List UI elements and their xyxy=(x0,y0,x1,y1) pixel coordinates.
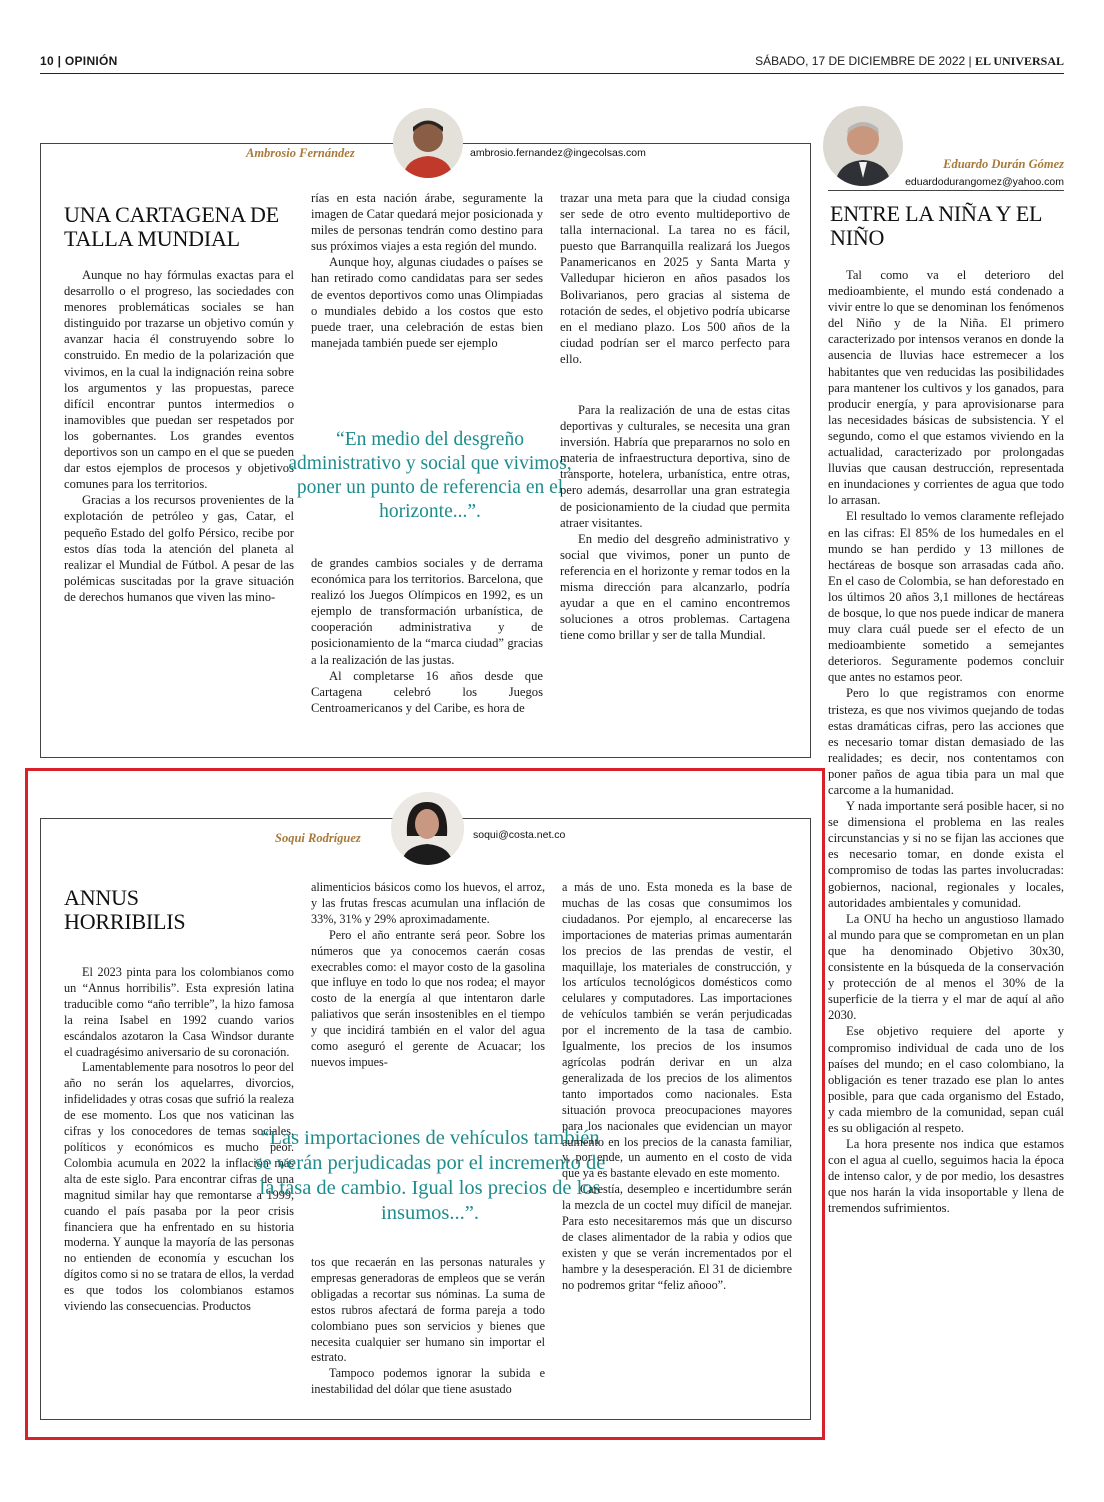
paragraph: Para la realización de una de estas citas deportivas y culturales, se necesita una gran inversión. Habría que prepararnos no solo en materia de infraestructura deportiva, sino de transporte, hotelera, urbanística, entre otras, pero además, desarrollar una gran estrategia de posicionamiento de la ciudad que permita atraer visitantes. xyxy=(560,403,790,530)
paragraph: alimenticios básicos como los huevos, el arroz, y las frutas frescas acumulan una inflación de 33%, 31% y 29% aproximadamente. xyxy=(311,880,545,926)
paragraph: Carestía, desempleo e incertidumbre serán la mezcla de un coctel muy difícil de manejar. Para esto necesitaremos más que un discurso de clases alimentador de la rabia y odios que existen y que se verán incrementados por el hambre y la desesperación. El 31 de diciembre no podremos gritar “feliz añooo”. xyxy=(562,1182,792,1292)
page-header xyxy=(40,52,1064,74)
article-column-3 xyxy=(560,190,790,402)
article-column-3-continued xyxy=(560,402,790,745)
paragraph: Pero el año entrante será peor. Sobre los números que ya conocemos caerán cosas execrables como: el mayor costo de la gasolina que influye en todo lo que nos rodea; el mayor costo de la energía al que intentaron darle paliativos que serán insostenibles en el tiempo y que incidirá también en el valor del agua como aseguró el gerente de Acuacar; los nuevos impues- xyxy=(311,927,545,1069)
newspaper-name: EL UNIVERSAL xyxy=(974,54,1064,68)
author-avatar-eduardo xyxy=(823,106,903,186)
paragraph: Tampoco podemos ignorar la subida e inestabilidad del dólar que tiene asustado xyxy=(311,1366,545,1397)
paragraph: Tal como va el deterioro del medioambiente, el mundo está condenado a vivir entre lo que se denominan los fenómenos del Niño y de la Niña. El primero caracterizado por intensos veranos en donde la ausencia de lluvias hace estremecer a los habitantes que ven reducidas las posibilidades para mantener los cultivos y los ganados, para producir energía, y para aprovisionarse para las necesidades básicas de subsistencia. Y el segundo, como el que estamos viviendo en la actualidad, caracterizado por prolongadas lluvias que causan destrucción, representada en inundaciones y corrientes de agua que todo lo arrasan. xyxy=(828,268,1064,508)
article-column-2-continued xyxy=(311,1255,545,1407)
paragraph: Y nada importante será posible hacer, si no se dimensiona el problema en las reales circunstancias y si no se fijan las acciones que es necesario tomar, en donde exista el compromiso de todas las partes involucradas: gobiernos, nacional, regionales y locales, autoridades ambientales y comunidad. xyxy=(828,799,1064,910)
author-email[interactable]: eduardodurangomez@yahoo.com xyxy=(905,176,1064,188)
article-column-2-continued xyxy=(311,555,543,745)
paragraph: Pero lo que registramos con enorme tristeza, es que nos vivimos quejando de todas estas dramáticas cifras, pero las acciones que es necesario tomar distan demasiado de las realidades; es decir, nos contentamos con poner paños de agua tibia para un mal que carcome a la humanidad. xyxy=(828,686,1064,797)
article-title: UNA CARTAGENA DE TALLA MUNDIAL xyxy=(64,202,279,251)
article-title: ENTRE LA NIÑA Y EL NIÑO xyxy=(830,201,1042,250)
author-email[interactable]: ambrosio.fernandez@ingecolsas.com xyxy=(470,147,646,159)
paragraph: de grandes cambios sociales y de derrama económica para los territorios. Barcelona, que realizó los Juegos Olímpicos en 1992, es un ejemplo de transformación urbanística, de cooperación administrativa y de posicionamiento de la “marca ciudad” gracias a la realización de las justas. xyxy=(311,556,543,667)
article-column xyxy=(828,267,1064,1437)
paragraph: Aunque hoy, algunas ciudades o países se han retirado como candidatas para ser sedes de eventos deportivos como unas Olimpiadas o mundiales debido a los costos que esto puede traer, una celebración de estas bien manejada también puede ser ejemplo xyxy=(311,255,543,350)
paragraph: La hora presente nos indica que estamos con el agua al cuello, seguimos hacia la época de intenso calor, y de por medio, los desastres que nos harán la vida insoportable y llena de tremendos sufrimientos. xyxy=(828,1137,1064,1216)
section-label: 10 | OPINIÓN xyxy=(40,54,118,68)
article-column-1 xyxy=(64,267,294,745)
author-name: Eduardo Durán Gómez xyxy=(943,157,1064,171)
date-line xyxy=(755,54,1064,69)
article-title: ANNUS HORRIBILIS xyxy=(64,885,186,934)
article-column-2 xyxy=(311,190,543,430)
paragraph: Aunque no hay fórmulas exactas para el desarrollo o el progreso, las sociedades con menores problemáticas sociales se han distinguido por trazarse un objetivo común y avanzar hacia él construyendo sobre lo construido. En medio de la polarización que vivimos, en la cual la indignación reina sobre los argumentos y las propuestas, parece difícil encontrar puntos intermedios o inamovibles que puedan ser respetados por los gobernantes. Los grandes eventos deportivos son un campo en el que se pueden dar estos ejemplos de procesos y objetivos comunes para los territorios. xyxy=(64,268,294,492)
pull-quote: “Las importaciones de vehículos también se verán perjudicadas por el incremento de la tasa de cambio. Igual los precios de los insumos...”. xyxy=(254,1127,606,1224)
author-avatar-soqui xyxy=(391,792,464,865)
column-divider xyxy=(828,190,1064,191)
paragraph: Ese objetivo requiere del aporte y compromiso individual de cada uno de los países del mundo; en el caso colombiano, la obligación es tener trazado ese plan lo antes posible, para que cada organismo del Estado, y cada miembro de la comunidad, sepan cuál es su obligación al respeto. xyxy=(828,1024,1064,1135)
article-column-2 xyxy=(311,880,545,1110)
paragraph: El resultado lo vemos claramente reflejado en las cifras: El 85% de los humedales en el mundo se han perdido y 13 millones de hectáreas de bosque son arrasadas cada año. En el caso de Colombia, se han deforestado en los últimos 20 años 3,1 millones de hectáreas de bosque, lo que nos puede indicar de manera muy clara cuál puede ser el efecto de un medioambiente sometido a semejantes deterioros. Seguramente podemos concluir que antes no estamos peor. xyxy=(828,509,1064,685)
paragraph: Lamentablemente para nosotros lo peor del año no serán los aquelarres, divorcios, infidelidades y otras cosas que sufrió la realeza de ese momento. Los que nos vaticinan las cifras y los conocedores de temas sociales, políticos y económicos es mucho peor. Colombia acumula en 2022 la inflación más alta de este siglo. Para encontrar cifras de una magnitud similar hay que remontarse a 1999, cuando el país pasaba por la peor crisis financiera que ha enfrentado en su historia moderna. Y aunque la mayoría de las personas no entienden de economía y escuchan los dígitos como si no se tratara de ellos, la verdad es que todos los colombianos estamos viviendo las consecuencias. Productos xyxy=(64,1060,294,1314)
paragraph: a más de uno. Esta moneda es la base de muchas de las cosas que consumimos los ciudadanos. Por ejemplo, al encarecerse las importaciones de materias primas aumentarán los precios de las prendas de vestir, el maquillaje, los materiales de construcción, y los artículos tecnológicos domésticos como celulares y computadores. Las importaciones de vehículos también se verán perjudicadas por el incremento de la tasa de cambio. Igualmente, los precios de los insumos agrícolas podrán derivar en un alza generalizada de los precios de los alimentos tanto importados como nacionales. Esta situación provoca preocupaciones mayores para los nacionales que evidencian un mayor aumento en los precios de la canasta familiar, y, por ende, un aumento en el costo de vida que ya es bastante elevado en este momento. xyxy=(562,880,792,1181)
paragraph: tos que recaerán en las personas naturales y empresas generadoras de empleos que se verán obligadas a recortar sus nóminas. La suma de estos rubros afectará de forma pareja a todo colombiano pues son servicios y bienes que necesita cualquier ser humano sin importar el estrato. xyxy=(311,1255,545,1365)
article-column-3 xyxy=(562,880,792,1407)
paragraph: rías en esta nación árabe, seguramente la imagen de Catar quedará mejor posicionada y miles de personas tendrán como destino para sus próximos viajes a esta región del mundo. xyxy=(311,191,543,254)
avatar-portrait-icon xyxy=(393,108,463,178)
issue-date: SÁBADO, 17 DE DICIEMBRE DE 2022 | xyxy=(755,54,972,68)
pull-quote: “En medio del desgreño administrativo y social que vivimos, poner un punto de referencia en el horizonte...”. xyxy=(288,429,572,522)
author-name: Soqui Rodríguez xyxy=(275,831,361,845)
paragraph: trazar una meta para que la ciudad consiga ser sede de otro evento multideportivo de talla internacional. La tarea no es fácil, puesto que Barranquilla realizará los Juegos Panamericanos en 2025 y Santa Marta y Valledupar hicieron en años pasados los Bolivarianos, pero gracias al sistema de rotación de sedes, el objetivo podría ubicarse en el mediano plazo. Los 500 años de la ciudad podrían ser el marco perfecto para ello. xyxy=(560,191,790,366)
avatar-portrait-icon xyxy=(391,792,464,865)
paragraph: Gracias a los recursos provenientes de la explotación de petróleo y gas, Catar, el pequeño Estado del golfo Pérsico, recibe por estos días toda la atención del planeta al realizar el Mundial de Fútbol. A pesar de las polémicas suscitadas por la grave situación de derechos humanos que viven las mino- xyxy=(64,493,294,604)
avatar-portrait-icon xyxy=(823,106,903,186)
paragraph: Al completarse 16 años desde que Cartagena celebró los Juegos Centroamericanos y del Caribe, es hora de xyxy=(311,668,543,715)
author-name: Ambrosio Fernández xyxy=(246,146,355,160)
author-email[interactable]: soqui@costa.net.co xyxy=(473,829,566,841)
paragraph: La ONU ha hecho un angustioso llamado al mundo para que se comprometan en un plan que ha denominado Objetivo 30x30, consistente en la búsqueda de la conservación y protección de al menos el 30% de la superficie de la tierra y el mar de aquí al año 2030. xyxy=(828,911,1064,1023)
paragraph: El 2023 pinta para los colombianos como un “Annus horribilis”. Esta expresión latina traducible como “año terrible”, la hizo famosa la reina Isabel en 1992 cuando varios escándalos azotaron la Casa Windsor durante el cuadragésimo aniversario de su coronación. xyxy=(64,965,294,1059)
author-avatar-ambrosio xyxy=(393,108,463,178)
paragraph: En medio del desgreño administrativo y social que vivimos, poner un punto de referencia en el horizonte y remar todos en la misma dirección para alcanzarlo, podría ayudar a que en el camino encontremos soluciones a otros problemas. Cartagena tiene como brillar y ser de talla Mundial. xyxy=(560,531,790,643)
